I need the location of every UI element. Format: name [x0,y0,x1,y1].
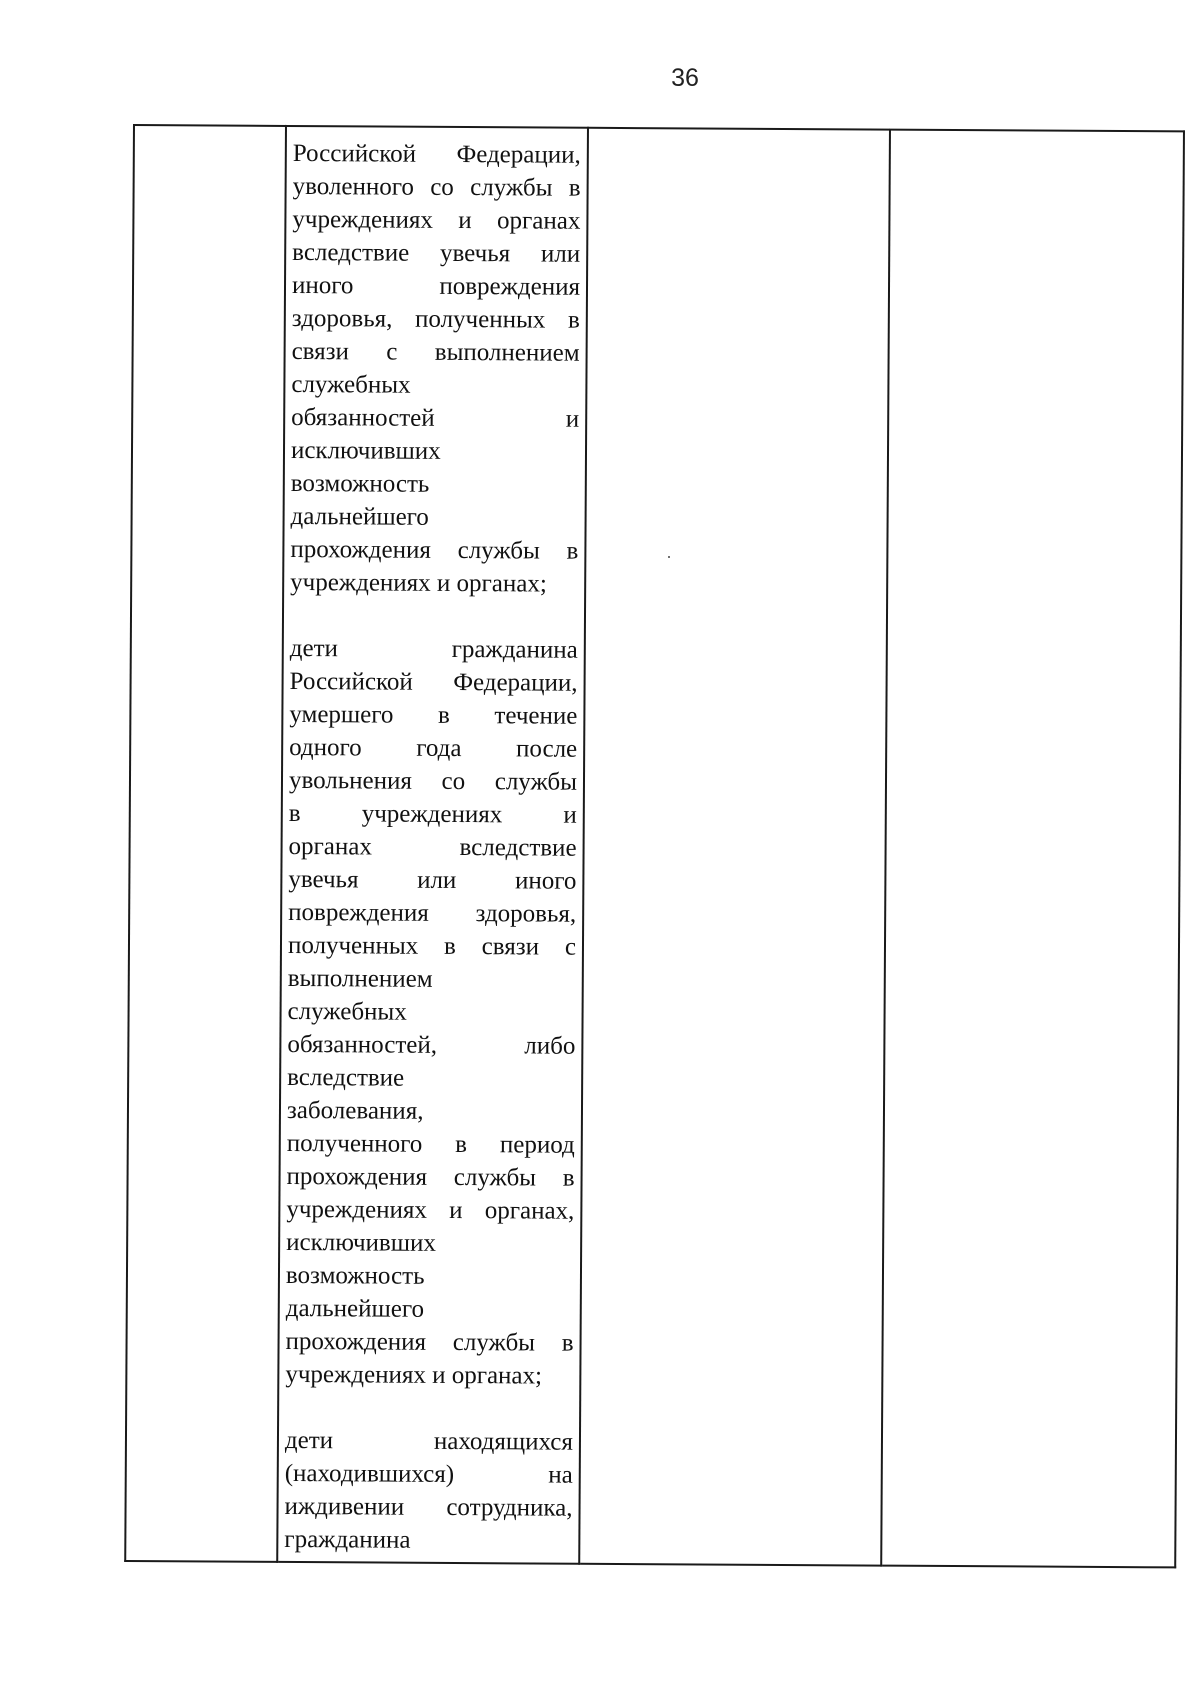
text-line: прохождения службы в [286,1162,575,1192]
text-line: обязанностей, либо [287,1030,576,1060]
text-line: вследствие увечья или [292,238,581,268]
table-row [125,125,1184,1567]
text-line: дальнейшего [285,1294,425,1323]
table-cell-column-2 [277,126,588,1564]
text-line: связи с выполнением [291,337,580,367]
text-line: полученного в период [286,1129,575,1159]
text-line: дальнейшего [290,502,429,531]
text-line: гражданина [284,1525,411,1554]
scan-speck [668,556,670,558]
text-line: возможность [290,469,430,498]
cell-text-block [278,127,587,1558]
text-line: служебных [291,370,411,399]
text-line: полученных в связи с [287,931,577,961]
paragraph-gap [290,599,578,634]
text-line: увольнения со службы [288,766,578,796]
text-line: одного года после [289,733,578,763]
paragraph-gap [285,1391,573,1426]
text-line: прохождения службы в [290,535,579,565]
text-line: (находившихся) на [284,1459,573,1489]
text-line: выполнением [287,964,433,993]
page-number: 36 [671,64,699,92]
text-line: возможность [285,1261,425,1290]
text-line: исключивших [286,1228,436,1257]
text-line: обязанностей и [291,403,580,433]
text-line: учреждениях и органах; [290,568,547,598]
text-line: иждивении сотрудника, [284,1492,573,1522]
text-line: уволенного со службы в [292,172,581,202]
text-line: повреждения здоровья, [288,898,577,928]
text-line: дети гражданина [289,634,578,664]
table-cell-column-3 [579,128,890,1566]
text-line: прохождения службы в [285,1327,574,1357]
text-line: учреждениях и органах, [286,1195,575,1225]
text-line: служебных [287,997,407,1026]
text-line: здоровья, полученных в [291,304,580,334]
text-line: Российской Федерации, [289,667,578,697]
table-cell-column-4 [881,130,1184,1568]
text-line: иного повреждения [291,271,581,301]
text-line: заболевания, [286,1096,424,1125]
document-table [124,124,1185,1568]
text-line: Российской Федерации, [292,139,581,169]
text-line: увечья или иного [288,865,577,895]
text-line: в учреждениях и [288,799,577,829]
text-line: исключивших [290,436,441,465]
text-line: учреждениях и органах; [285,1360,543,1390]
text-line: органах вследствие [288,832,577,862]
table-cell-column-1 [125,125,286,1562]
text-line: вследствие [287,1063,405,1092]
text-line: учреждениях и органах [292,205,581,235]
text-line: умершего в течение [289,700,578,730]
text-line: дети находящихся [284,1426,574,1456]
